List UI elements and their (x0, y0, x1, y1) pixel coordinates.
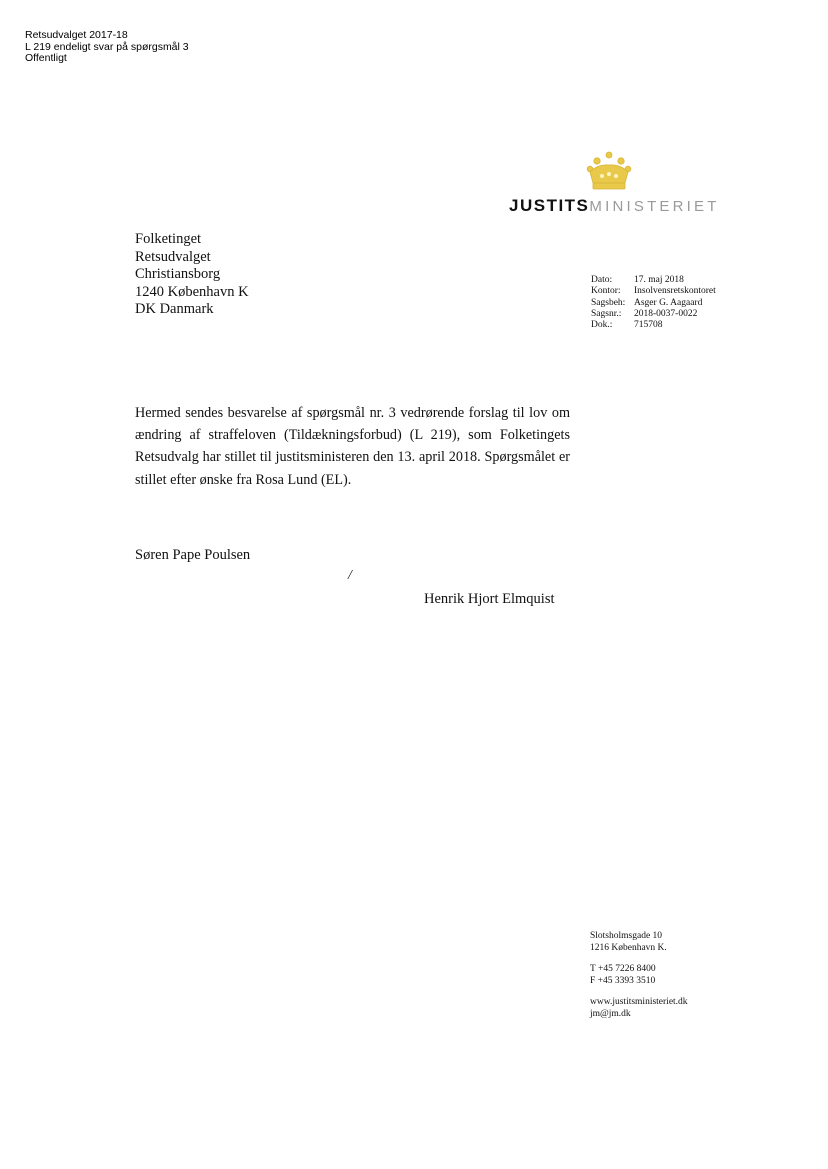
document-stamp (25, 30, 189, 65)
recipient-line: 1240 København K (135, 283, 249, 300)
stamp-reference: L 219 endeligt svar på spørgsmål 3 (25, 40, 189, 53)
case-metadata (591, 275, 716, 331)
meta-label: Sagsnr.: (591, 308, 622, 319)
meta-label: Dok.: (591, 320, 613, 331)
footer-street: Slotsholmsgade 10 (590, 931, 663, 941)
stamp-committee: Retsudvalget 2017-18 (25, 29, 128, 41)
meta-value: 715708 (634, 320, 663, 331)
meta-row-document (591, 320, 716, 331)
footer-phone: T +45 7226 8400 (590, 964, 656, 974)
ministry-contact-footer (590, 931, 688, 1020)
recipient-line: Christiansborg (135, 266, 221, 282)
signature-official: Henrik Hjort Elmquist (424, 591, 555, 607)
footer-email: jm@jm.dk (590, 1008, 631, 1019)
meta-value: 2018-0037-0022 (634, 308, 698, 319)
recipient-line: Folketinget (135, 231, 202, 247)
logo-light-text: MINISTERIET (589, 198, 720, 215)
meta-row-office (591, 286, 716, 297)
footer-city: 1216 København K. (590, 942, 667, 953)
meta-row-case-number (591, 309, 716, 320)
signature-minister: Søren Pape Poulsen (135, 547, 251, 563)
meta-value: 17. maj 2018 (634, 275, 684, 285)
meta-label: Sagsbeh: (591, 297, 626, 308)
logo-bold-text: JUSTITS (509, 196, 590, 215)
footer-website: www.justitsministeriet.dk (590, 997, 688, 1007)
stamp-status: Offentligt (25, 52, 67, 64)
recipient-line: Retsudvalget (135, 248, 211, 265)
meta-row-handler (591, 298, 716, 309)
ministry-logo (509, 196, 720, 216)
recipient-address (135, 231, 249, 319)
meta-row-date (591, 275, 716, 286)
meta-label: Dato: (591, 275, 613, 285)
crown-icon (586, 150, 632, 192)
letter-body: Hermed sendes besvarelse af spørgsmål nr. 3 vedrørende forslag til lov om ændring af straffeloven (Tildækningsforbud) (L 219), som Folketingets Retsudvalg har stillet til justitsministeren den 13. april 2018. Spørgsmålet er stillet efter ønske fra Rosa Lund (EL). (135, 405, 570, 488)
recipient-line: DK Danmark (135, 301, 214, 317)
meta-label: Kontor: (591, 286, 621, 297)
footer-fax: F +45 3393 3510 (590, 975, 656, 986)
meta-value: Asger G. Aagaard (634, 297, 703, 308)
signature-separator: / (348, 568, 352, 583)
meta-value: Insolvensretskontoret (634, 286, 716, 297)
